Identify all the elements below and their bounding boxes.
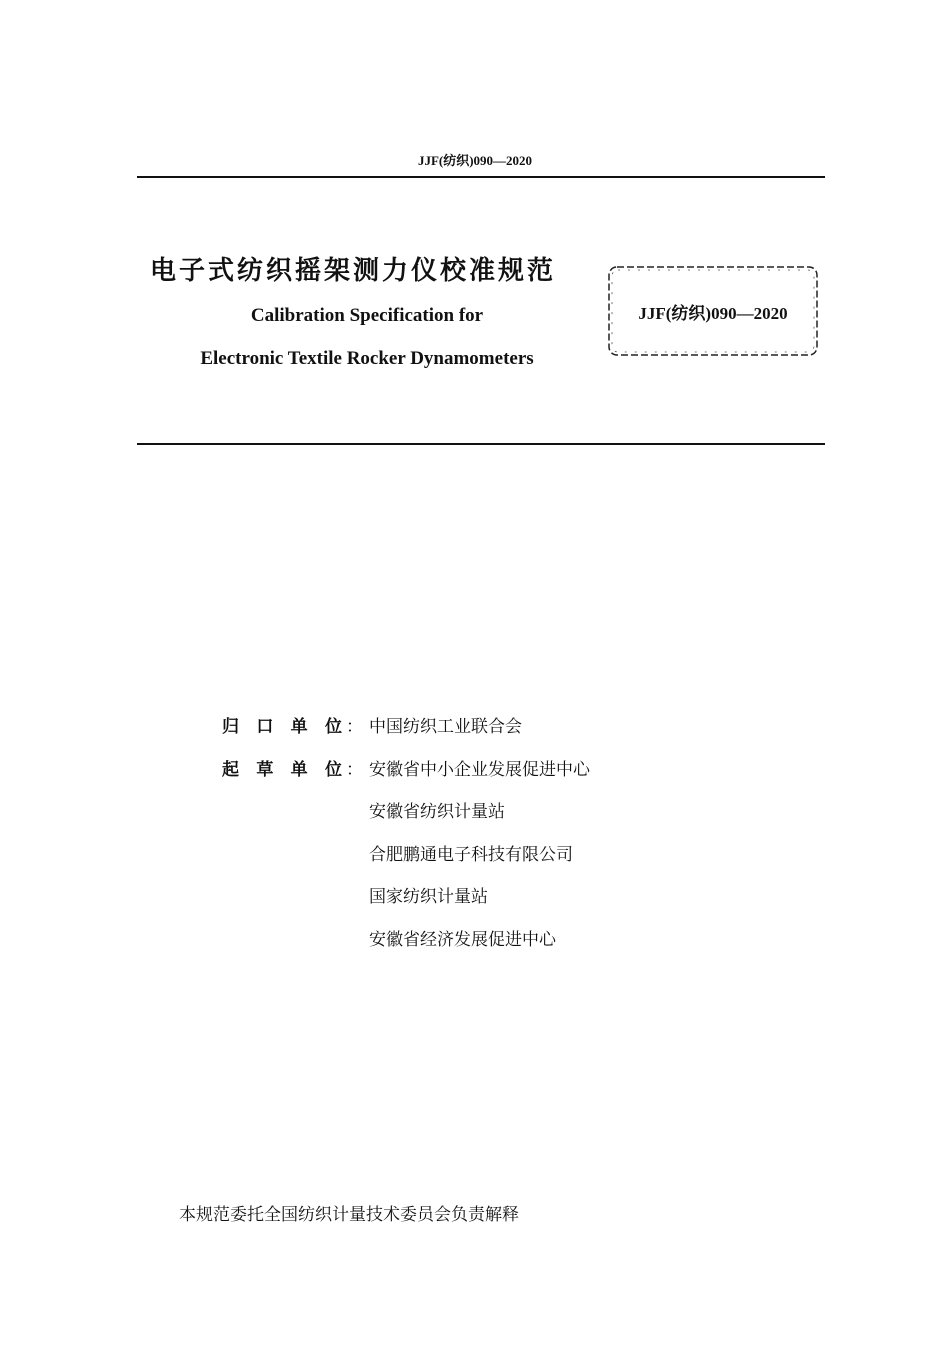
drafting-units-label [222, 755, 342, 780]
top-divider [137, 176, 825, 178]
drafting-unit-item: 合肥鹏通电子科技有限公司 [369, 845, 573, 865]
responsible-unit-value: 中国纺织工业联合会 [369, 717, 522, 737]
drafting-unit-item: 安徽省中小企业发展促进中心 [369, 760, 590, 780]
label-char: 草 [256, 760, 274, 780]
interpretation-note: 本规范委托全国纺织计量技术委员会负责解释 [179, 1205, 519, 1225]
label-char: 位 [324, 760, 342, 780]
label-char: 归 [222, 717, 239, 737]
standard-code-box-text: JJF(纺织)090—2020 [638, 303, 788, 323]
bottom-divider [137, 443, 825, 445]
header-standard-code: JJF(纺织)090—2020 [417, 153, 533, 168]
responsible-unit-label [222, 712, 342, 737]
drafting-unit-item: 国家纺织计量站 [369, 887, 488, 907]
label-char: 位 [324, 717, 342, 737]
label-char: 单 [290, 760, 308, 780]
drafting-units-colon: ： [346, 760, 363, 780]
drafting-unit-item: 安徽省经济发展促进中心 [369, 930, 556, 950]
title-english-line-1: Calibration Specification for [250, 305, 484, 326]
standard-code-box [606, 264, 820, 358]
drafting-unit-item: 安徽省纺织计量站 [369, 802, 505, 822]
label-char: 起 [222, 760, 239, 780]
label-char: 口 [256, 717, 274, 737]
label-char: 单 [290, 717, 308, 737]
title-chinese: 电子式纺织摇架测力仪校准规范 [150, 256, 557, 286]
title-english-line-2: Electronic Textile Rocker Dynamometers [200, 348, 534, 369]
responsible-unit-colon: ： [346, 717, 363, 737]
